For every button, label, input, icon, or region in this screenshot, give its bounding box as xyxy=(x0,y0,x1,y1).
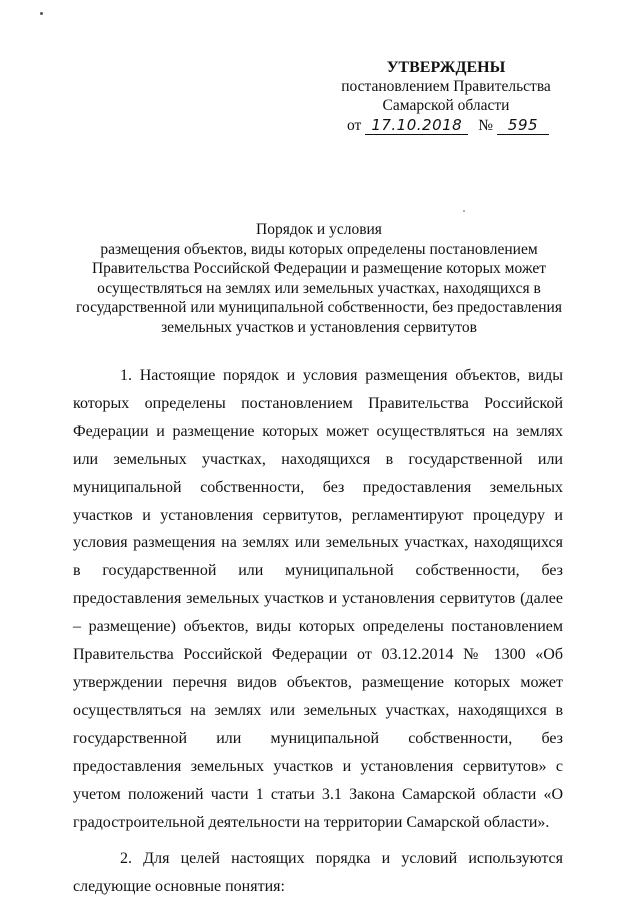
title-line: осуществляться на землях или земельных участках, находящихся в xyxy=(97,279,541,297)
approval-line-2: Самарской области xyxy=(382,97,510,114)
title-line: размещения объектов, виды которых определены постановлением xyxy=(100,240,538,258)
page-mark xyxy=(40,12,43,15)
approval-heading: УТВЕРЖДЕНЫ xyxy=(386,59,506,76)
number-label: № xyxy=(478,117,493,134)
title-line: Порядок и условия xyxy=(256,221,382,238)
paragraph-1: 1. Настоящие порядок и условия размещения объектов, виды которых определены постановлением Правительства Российской Федерации и размещение которых может осуществляться на землях или земельных участках, находящихся в государственной или муниципальной собственности, без предоставления земельных участков и установления сервитутов, регламентируют процедуру и условия размещения на землях или земельных участках, находящихся в государственной или муниципальной собственности, без предоставления земельных участков и установления сервитутов (далее – размещение) объектов, виды которых определены постановлением Правительства Российской Федерации от 03.12.2014 № 1300 «Об утверждении перечня видов объектов, размещение которых может осуществляться на землях или земельных участках, находящихся в государственной или муниципальной собственности, без предоставления земельных участков и установления сервитутов» с учетом положений части 1 статьи 3.1 Закона Самарской области «О градостроительной деятельности на территории Самарской области». xyxy=(73,367,563,831)
document-body xyxy=(73,362,563,901)
approval-date-line xyxy=(330,116,562,135)
approval-stamp-block xyxy=(330,58,562,135)
title-line: земельных участков и установления сервитутов xyxy=(161,318,477,336)
date-label: от xyxy=(346,117,362,134)
scan-speck xyxy=(463,210,465,212)
approval-line-1: постановлением Правительства xyxy=(341,78,551,95)
paragraph-2: 2. Для целей настоящих порядка и условий используются следующие основные понятия: xyxy=(73,850,563,896)
title-line: государственной или муниципальной собственности, без предоставления xyxy=(76,299,562,316)
handwritten-date: 17.10.2018 xyxy=(365,117,468,135)
title-line: Правительства Российской Федерации и размещение которых может xyxy=(91,260,547,277)
document-title xyxy=(72,220,566,337)
handwritten-number: 595 xyxy=(497,117,549,135)
